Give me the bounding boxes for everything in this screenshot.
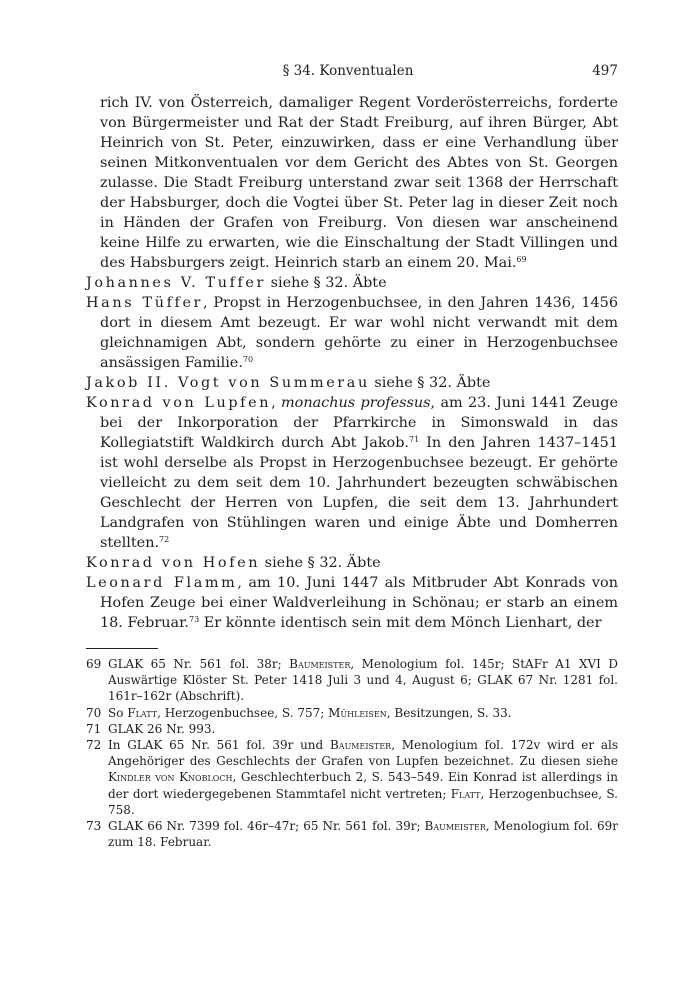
entry-text: siehe § 32. Äbte — [369, 375, 491, 391]
continuation-text: rich IV. von Österreich, damaliger Regent Vorderösterreichs, forderte von Bürgermeister und Rat der Stadt Freiburg, auf ihren Bürger, Abt Heinrich von St. Peter, einzuwirken, dass er eine Verhandlung über seinen Mitkonventualen vor dem Gericht des Abtes von St. Georgen zulasse. Die Stadt Freiburg unterstand zwar seit 1368 der Herrschaft der Habsburger, doch die Vogtei über St. Peter lag in dieser Zeit noch in Händen der Grafen von Freiburg. Von diesen war anscheinend keine Hilfe zu erwarten, wie die Einschaltung der Stadt Villingen und des Habsburgers zeigt. Heinrich starb an einem 20. Mai. — [100, 95, 618, 271]
main-text — [86, 93, 618, 633]
footnote-text: GLAK 66 Nr. 7399 fol. 46r–47r; 65 Nr. 561 fol. 39r; — [108, 819, 425, 834]
author-name: Baumeister — [329, 738, 392, 753]
footnote-71 — [86, 721, 618, 737]
footnote-text: In GLAK 65 Nr. 561 fol. 39r und — [108, 738, 330, 753]
page-number: 497 — [592, 63, 618, 79]
footnote-ref: 71 — [409, 435, 420, 444]
footnote-text: , Herzogenbuchsee, S. 758. — [108, 786, 618, 817]
entry-text: In den Jahren 1437–1451 ist wohl derselbe als Propst in Herzogenbuchsee bezeugt. Er gehörte vielleicht zu dem seit dem 10. Jahrhundert bezeugten schwäbischen Geschlecht der Herren von Lupfen, die seit dem 13. Jahrhundert Landgrafen von Stühlingen waren und einige Äbte und Domherren stellten. — [100, 435, 618, 551]
author-name: Flatt — [127, 705, 158, 720]
entry-jakob-vogt — [86, 373, 618, 393]
author-name: Baumeister — [424, 819, 486, 834]
footnote-text: , Menologium fol. 145r; StAFr A1 XVI D Auswärtige Klöster St. Peter 1418 Juli 3 und 4, August 6; GLAK 67 Nr. 1281 fol. 161r–162r (Abschrift). — [108, 657, 618, 704]
footnote-text: GLAK 65 Nr. 561 fol. 38r; — [108, 657, 290, 671]
footnote-text: , Menologium fol. 69r zum 18. Februar. — [108, 819, 618, 850]
author-name: Flatt — [450, 786, 481, 801]
entry-text: siehe § 32. Äbte — [260, 555, 381, 571]
entry-konrad-hofen — [86, 553, 618, 573]
footnote-text: , Geschlechterbuch 2, S. 543–549. Ein Konrad ist allerdings in der dort wiedergegebenen Stammtafel nicht vertreten; — [108, 770, 618, 801]
footnote-72 — [86, 737, 618, 818]
continuation-paragraph — [100, 93, 618, 273]
entry-konrad-lupfen — [86, 393, 618, 553]
footnote-text: , Herzogenbuchsee, S. 757; — [157, 705, 329, 720]
footnote-separator — [86, 648, 158, 649]
author-name: Kindler von Knobloch — [108, 770, 233, 785]
footnote-text: , Menologium fol. 172v wird er als Angehöriger des Geschlechts der Grafen von Lupfen bezeichnet. Zu diesen siehe — [108, 738, 619, 769]
footnote-number: 70 — [86, 705, 102, 720]
footnote-text: So — [108, 705, 128, 720]
entry-italic-text: monachus professus — [281, 395, 431, 411]
entry-text: , am 10. Juni 1447 als Mitbruder Abt Konrads von Hofen Zeuge bei einer Waldverleihung in Schönau; er starb an einem 18. Februar. — [100, 575, 618, 631]
footnote-69 — [86, 656, 618, 705]
footnote-number: 71 — [86, 721, 102, 736]
entry-hans-tueffer — [86, 293, 618, 373]
entry-name: Jakob II. Vogt von Summerau — [86, 375, 370, 391]
running-title: § 34. Konventualen — [282, 63, 414, 79]
footnote-70 — [86, 705, 618, 721]
author-name: Mühleisen — [328, 705, 387, 720]
entry-text: , am 23. Juni 1441 Zeuge bei der Inkorporation der Pfarrkirche in Simonswald in das Kollegiatstift Waldkirch durch Abt Jakob. — [100, 395, 619, 451]
entry-name: Johannes V. Tuffer — [86, 275, 267, 291]
footnote-ref: 70 — [242, 355, 254, 364]
entry-johannes-tuffer — [86, 273, 618, 293]
footnotes — [86, 656, 618, 850]
footnote-text: , Besitzungen, S. 33. — [386, 705, 512, 720]
footnote-ref: 72 — [159, 535, 170, 544]
entry-name: Hans Tüffer — [86, 295, 204, 311]
entry-text: , — [271, 395, 282, 411]
footnote-73 — [86, 818, 618, 850]
footnote-ref: 69 — [516, 255, 527, 264]
footnote-number: 73 — [86, 819, 102, 834]
entry-leonard-flamm — [86, 573, 618, 633]
entry-text: , Propst in Herzogenbuchsee, in den Jahren 1436, 1456 dort in diesem Amt bezeugt. Er war wohl nicht verwandt mit dem gleichnamigen Abt, sondern gehörte zu einer in Herzogenbuchsee ansässigen Familie. — [100, 295, 618, 371]
entry-name: Konrad von Lupfen — [86, 395, 272, 411]
entry-name: Konrad von Hofen — [86, 555, 261, 571]
footnote-number: 72 — [86, 738, 102, 753]
footnote-number: 69 — [86, 657, 102, 671]
entry-text: Er könnte identisch sein mit dem Mönch Lienhart, der — [199, 615, 602, 631]
footnote-text: GLAK 26 Nr. 993. — [108, 721, 216, 736]
running-header — [78, 63, 618, 83]
footnote-ref: 73 — [188, 615, 200, 624]
author-name: Baumeister — [289, 657, 351, 671]
entry-name: Leonard Flamm — [86, 575, 238, 591]
entry-text: siehe § 32. Äbte — [266, 275, 387, 291]
